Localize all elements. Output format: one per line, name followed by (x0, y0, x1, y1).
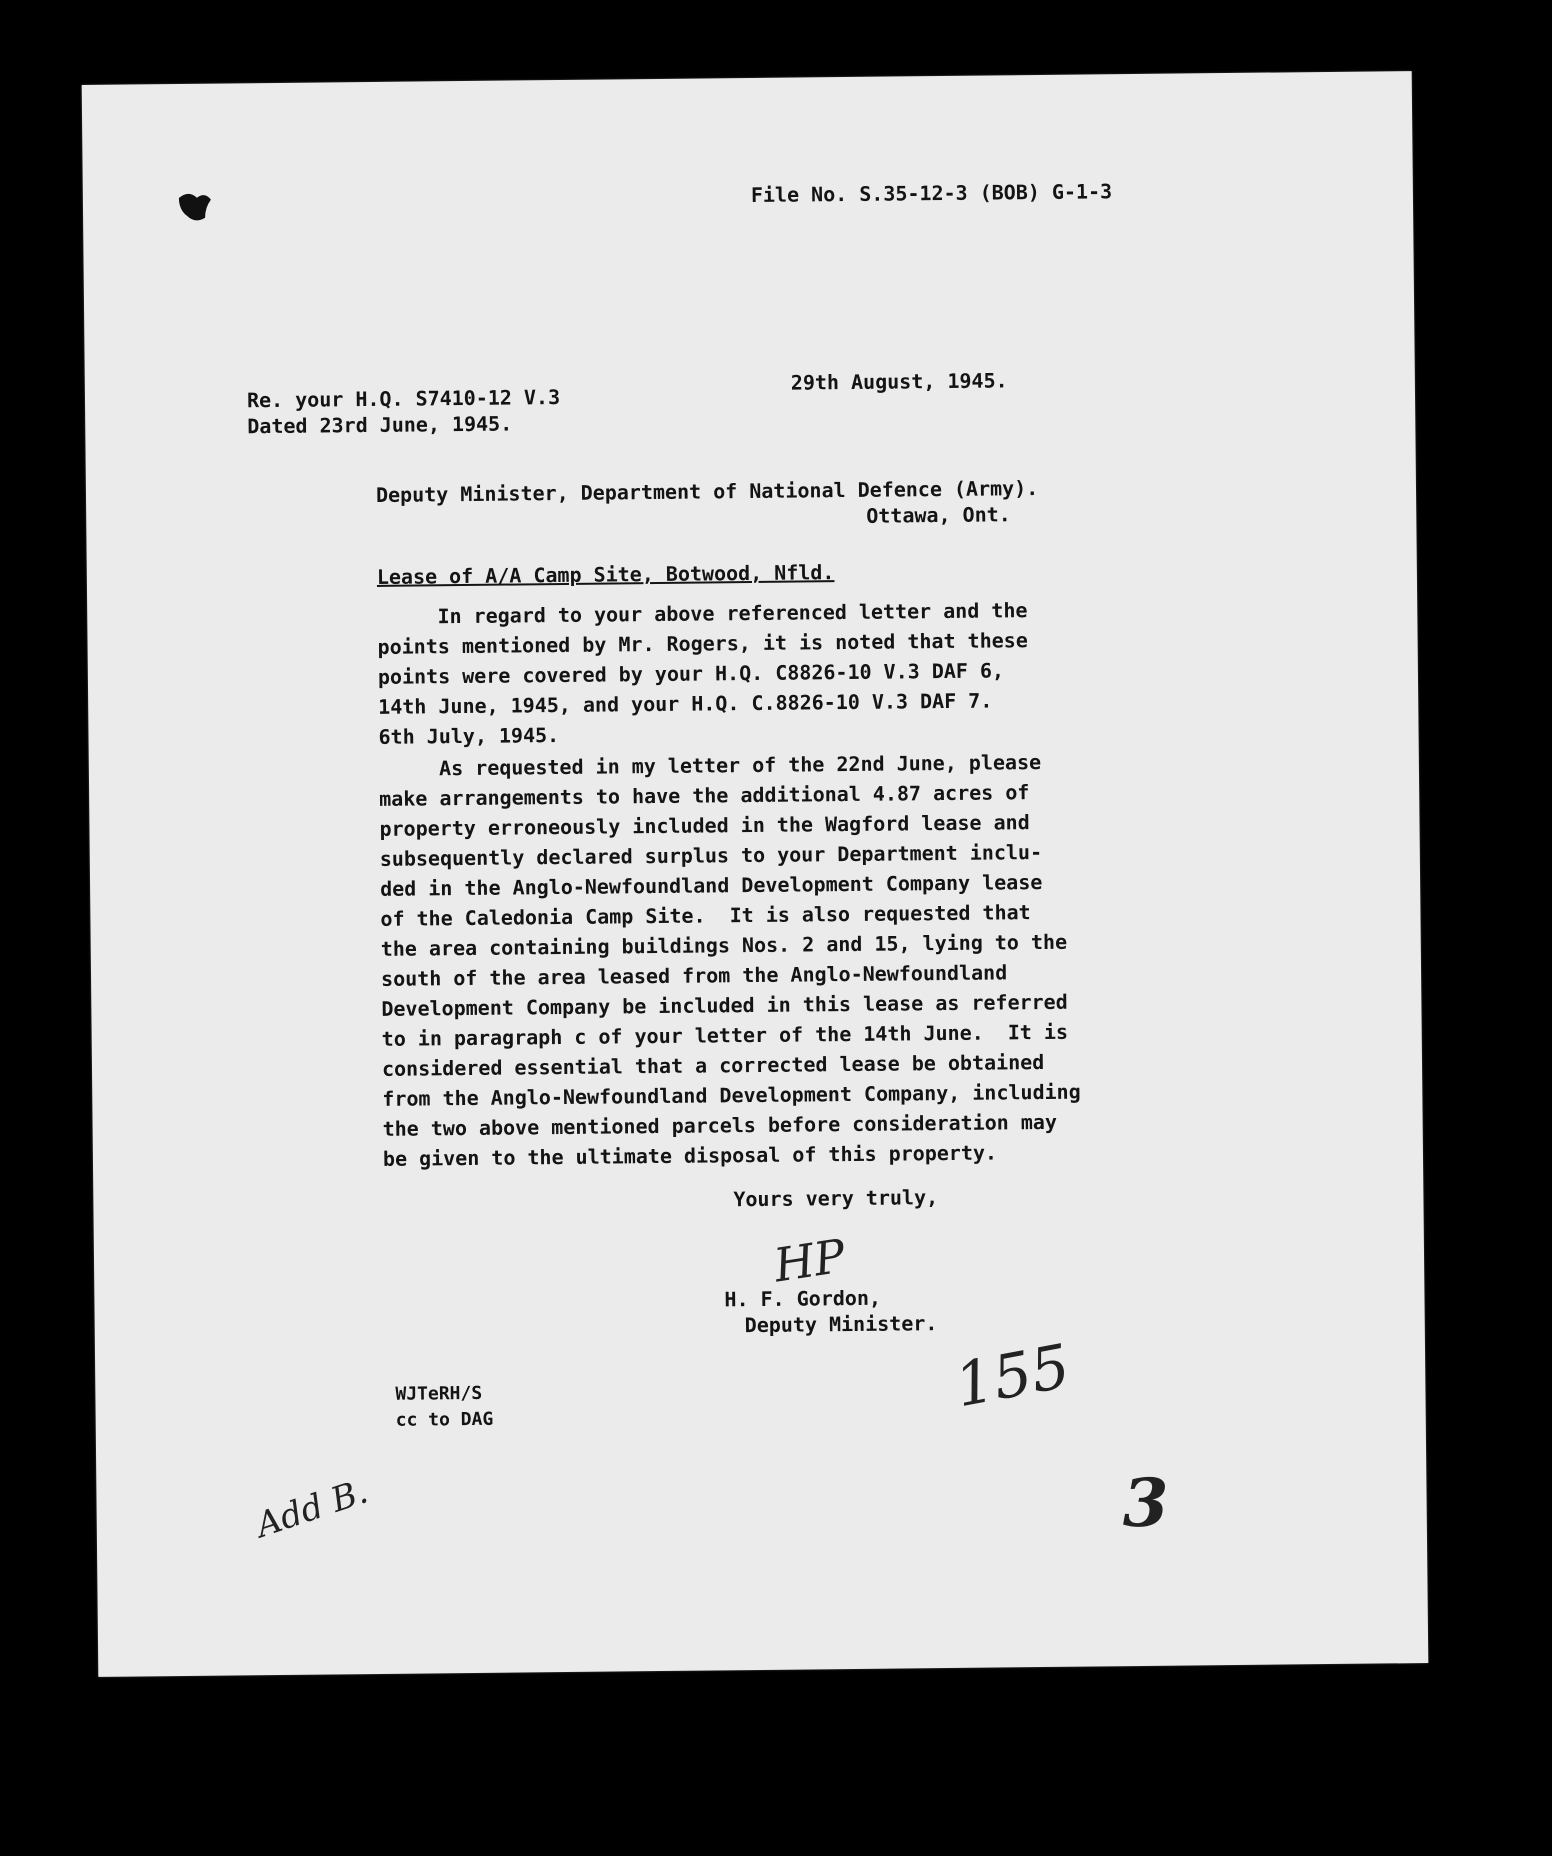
paragraph-1-line: 14th June, 1945, and your H.Q. C.8826-10 V.3 DAF 7. (378, 688, 993, 719)
paragraph-2-line: from the Anglo-Newfoundland Development Company, including (382, 1079, 1081, 1111)
typist-reference: WJTeRH/S (395, 1382, 483, 1405)
paragraph-2-line: considered essential that a corrected lease be obtained (381, 1049, 1045, 1081)
page-number: 3 (1122, 1463, 1169, 1543)
paragraph-2-line: be given to the ultimate disposal of this property. (382, 1140, 998, 1171)
subject-line: Lease of A/A Camp Site, Botwood, Nfld. (376, 560, 835, 589)
paragraph-1-line: 6th July, 1945. (378, 723, 560, 749)
signatory-name: H. F. Gordon, (724, 1285, 882, 1312)
paragraph-2-line: south of the area leased from the Anglo-Newfoundland (380, 960, 1008, 991)
signature-initials: HP (770, 1228, 849, 1293)
paragraph-2-line: make arrangements to have the additional 4.87 acres of (379, 780, 1030, 811)
letter-page (82, 71, 1429, 1677)
handwritten-number: 155 (949, 1331, 1076, 1422)
paragraph-2-line: to in paragraph c of your letter of the 14th June. It is (381, 1019, 1069, 1051)
paragraph-2-line: of the Caledonia Camp Site. It is also requested that (380, 900, 1031, 931)
paragraph-2-line: ded in the Anglo-Newfoundland Development Company lease (380, 869, 1043, 901)
paragraph-2-line: property erroneously included in the Wagford lease and (379, 810, 1030, 841)
paragraph-1-line: In regard to your above referenced letter and the (377, 598, 1028, 629)
signatory-title: Deputy Minister. (744, 1311, 938, 1338)
paragraph-2-line: As requested in my letter of the 22nd June, please (378, 749, 1042, 781)
paragraph-2-line: the area containing buildings Nos. 2 and 15, lying to the (380, 929, 1068, 961)
file-number: File No. S.35-12-3 (BOB) G-1-3 (750, 179, 1113, 208)
reference-line-1: Re. your H.Q. S7410-12 V.3 (246, 385, 561, 413)
handwritten-initials: Add B. (251, 1471, 373, 1546)
closing: Yours very truly, (733, 1185, 939, 1212)
addressee-line-2: Ottawa, Ont. (866, 502, 1011, 528)
paragraph-2-line: subsequently declared surplus to your Department inclu- (379, 839, 1043, 871)
clip-mark-icon (175, 188, 215, 228)
paragraph-2-line: Development Company be included in this lease as referred (381, 989, 1068, 1021)
letter-date: 29th August, 1945. (790, 368, 1008, 395)
addressee-line-1: Deputy Minister, Department of National Defence (Army). (375, 476, 1039, 507)
paragraph-1-line: points were covered by your H.Q. C8826-10 V.3 DAF 6, (377, 658, 1005, 689)
copy-notation: cc to DAG (395, 1408, 494, 1431)
reference-line-2: Dated 23rd June, 1945. (247, 411, 513, 439)
paragraph-1-line: points mentioned by Mr. Rogers, it is noted that these (377, 628, 1028, 659)
paragraph-2-line: the two above mentioned parcels before consideration may (382, 1109, 1058, 1141)
